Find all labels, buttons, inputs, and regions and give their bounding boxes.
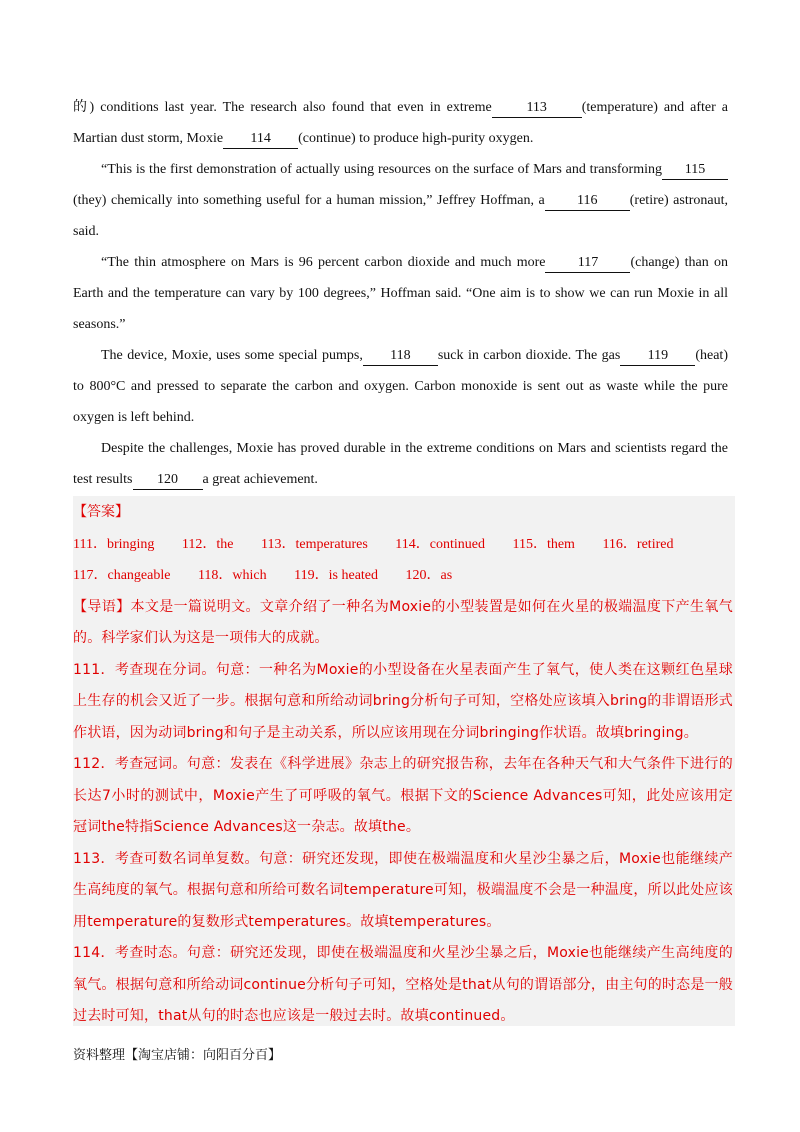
text: suck in carbon dioxide. The gas: [437, 348, 621, 363]
text: a great achievement.: [202, 472, 318, 487]
blank-116: 116: [545, 192, 630, 211]
passage: [73, 92, 728, 495]
answer-row-2: [73, 560, 733, 592]
answer-112: 112．the: [181, 536, 234, 552]
answer-120: 120．as: [405, 568, 453, 583]
text: “The thin atmosphere on Mars is 96 percent carbon dioxide and much more: [101, 255, 546, 270]
text: 的) conditions last year. The research also found that even in extreme: [73, 100, 492, 115]
text: (change) than on Earth and the temperature can vary by 100 degrees,” Hoffman said. “One aim is to show we can run Moxie in all seasons.”: [73, 255, 728, 332]
blank-113: 113: [492, 99, 582, 118]
answer-117: 117．changeable: [73, 568, 171, 583]
explanation-113: 113．考查可数名词单复数。句意：研究还发现，即使在极端温度和火星沙尘暴之后，Moxie也能继续产生高纯度的氧气。根据句意和所给可数名词temperature可知，极端温度不会是一种温度，所以此处应该用temperature的复数形式temperatures。故填temperatures。: [73, 850, 733, 930]
answer-118: 118．which: [197, 568, 267, 583]
text: (they) chemically into something useful for a human mission,” Jeffrey Hoffman, a: [73, 193, 545, 208]
text: (temperature) and after a Martian dust storm, Moxie: [73, 100, 728, 146]
answer-116: 116．retired: [602, 536, 674, 552]
answer-114: 114．continued: [395, 536, 485, 552]
text: (heat) to 800°C and pressed to separate the carbon and oxygen. Carbon monoxide is sent out as waste while the pure oxygen is left behind.: [73, 348, 728, 425]
text: (continue) to produce high-purity oxygen.: [298, 131, 534, 146]
explanation-111: 111．考查现在分词。句意：一种名为Moxie的小型设备在火星表面产生了氧气，使人类在这颗红色星球上生存的机会又近了一步。根据句意和所给动词bring分析句子可知，空格处应该填入bring的非谓语形式作状语，因为动词bring和句子是主动关系，所以应该用现在分词bringing作状语。故填bringing。: [73, 661, 733, 741]
text: “This is the first demonstration of actually using resources on the surface of Mars and transforming: [101, 162, 662, 177]
blank-119: 119: [620, 347, 695, 366]
text: Despite the challenges, Moxie has proved durable in the extreme conditions on Mars and scientists regard the test results: [73, 441, 728, 487]
explanation-112: 112．考查冠词。句意：发表在《科学进展》杂志上的研究报告称，去年在各种天气和大气条件下进行的长达7小时的测试中，Moxie产生了可呼吸的氧气。根据下文的Science Advances可知，此处应该用定冠词the特指Science Advances这一杂志。故填the。: [73, 756, 733, 835]
footer-source: 资料整理【淘宝店铺：向阳百分百】: [73, 1048, 282, 1063]
paragraph-1: [73, 92, 728, 154]
text: The device, Moxie, uses some special pumps,: [101, 348, 363, 363]
explanation-114: 114．考查时态。句意：研究还发现，即使在极端温度和火星沙尘暴之后，Moxie也能继续产生高纯度的氧气。根据句意和所给动词continue分析句子可知，空格处是that从句的谓语部分，由主句的时态是一般过去时可知，that从句的时态也应该是一般过去时。故填continued。: [73, 945, 733, 1024]
answer-111: 111．bringing: [73, 536, 155, 552]
answer-115: 115．them: [512, 536, 575, 552]
answer-119: 119．is heated: [294, 568, 379, 583]
answer-113: 113．temperatures: [261, 536, 368, 552]
blank-117: 117: [545, 254, 630, 273]
blank-120: 120: [133, 471, 203, 490]
paragraph-3: [73, 247, 728, 340]
guide-text: 【导语】本文是一篇说明文。文章介绍了一种名为Moxie的小型装置是如何在火星的极端温度下产生氧气的。科学家们认为这是一项伟大的成就。: [73, 598, 733, 646]
blank-118: 118: [363, 347, 438, 366]
paragraph-5: [73, 433, 728, 495]
paragraph-4: [73, 340, 728, 433]
blank-114: 114: [223, 130, 298, 149]
blank-115: 115: [662, 161, 728, 180]
answer-section: [73, 497, 733, 1033]
answer-row-1: [73, 529, 733, 561]
text: (retire) astronaut, said.: [73, 193, 728, 239]
answer-heading: 【答案】: [73, 504, 129, 520]
paragraph-2: [73, 154, 728, 247]
